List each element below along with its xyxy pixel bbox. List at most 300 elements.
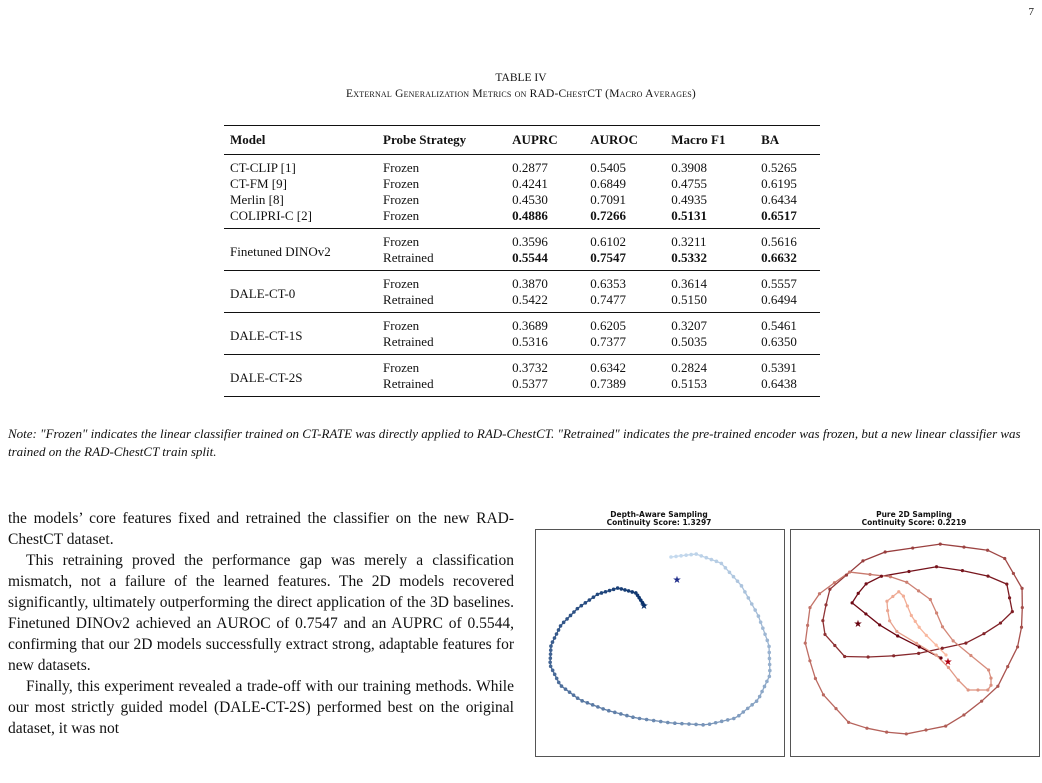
ba-cell: 0.5461 [761, 318, 797, 333]
pure-2d-trajectory-point [878, 623, 881, 626]
pure-2d-trajectory-point [888, 619, 891, 622]
depth-trajectory-point [560, 684, 564, 688]
pure-2d-trajectory-point [867, 655, 870, 658]
pure-2d-trajectory-segment [909, 567, 937, 572]
pure-2d-trajectory-point [1011, 610, 1014, 613]
depth-trajectory-point [759, 620, 763, 624]
pure-2d-trajectory-point [962, 713, 965, 716]
depth-trajectory-point [600, 591, 604, 595]
f1-cell: 0.5035 [671, 334, 707, 349]
pure-2d-trajectory-segment [919, 591, 931, 600]
depth-trajectory-point [568, 690, 572, 694]
auprc-cell: 0.3870 [512, 276, 548, 291]
panel-subtitle-text: Continuity Score: 0.2219 [861, 518, 967, 527]
pure-2d-trajectory-point [1006, 665, 1009, 668]
pure-2d-trajectory-segment [834, 572, 849, 583]
pure-2d-trajectory-point [857, 592, 860, 595]
pure-2d-trajectory-point [964, 642, 967, 645]
depth-trajectory-point [701, 723, 705, 727]
pure-2d-trajectory-segment [913, 544, 941, 548]
f1-cell: 0.5131 [671, 208, 707, 223]
panel-title-text: Depth-Aware Sampling [610, 510, 708, 519]
pure-2d-trajectory-point [918, 645, 921, 648]
depth-aware-trajectory-plot [536, 530, 784, 756]
model-cell: DALE-CT-2S [230, 370, 303, 385]
auprc-cell: 0.5422 [512, 292, 548, 307]
depth-trajectory-point [549, 644, 553, 648]
depth-trajectory-point [737, 714, 741, 718]
pure-2d-trajectory-point [941, 647, 944, 650]
pure-2d-trajectory-segment [863, 552, 885, 561]
f1-cell: 0.5150 [671, 292, 707, 307]
pure-2d-trajectory-point [941, 625, 944, 628]
pure-2d-trajectory-point [821, 619, 824, 622]
depth-trajectory-point [736, 579, 740, 583]
auroc-cell: 0.6205 [590, 318, 626, 333]
pure-2d-trajectory-segment [858, 584, 866, 593]
pure-2d-trajectory-point [896, 634, 899, 637]
paragraph: the models’ core features fixed and retrained the classifier on the new RAD-ChestCT dataset. [8, 510, 514, 548]
pure-2d-trajectory-point [935, 565, 938, 568]
depth-trajectory-point [586, 701, 590, 705]
pure-2d-trajectory-segment [823, 621, 825, 635]
pure-2d-trajectory-point [814, 677, 817, 680]
pure-2d-trajectory-segment [894, 653, 919, 655]
table-group-dale-ct-2s [224, 355, 820, 397]
auroc-cell: 0.7091 [590, 192, 626, 207]
pure-2d-trajectory-point [885, 600, 888, 603]
pure-2d-trajectory-point [886, 609, 889, 612]
ba-cell: 0.5391 [761, 360, 797, 375]
depth-trajectory-point [551, 669, 555, 673]
pure-2d-trajectory-point [952, 639, 955, 642]
pure-2d-trajectory-segment [835, 645, 845, 656]
table-row [224, 313, 820, 335]
depth-trajectory-point [569, 614, 573, 618]
depth-trajectory-point [592, 595, 596, 599]
pure-2d-trajectory-point [828, 588, 831, 591]
pure-2d-trajectory-segment [946, 715, 964, 726]
depth-trajectory-point [687, 722, 691, 726]
depth-trajectory-point [564, 687, 568, 691]
pure-2d-trajectory-segment [1013, 573, 1022, 588]
depth-trajectory-point [684, 553, 688, 557]
depth-trajectory-point [562, 621, 566, 625]
pure-2d-trajectory-point [892, 654, 895, 657]
depth-trajectory-point [607, 709, 611, 713]
depth-trajectory-point [601, 707, 605, 711]
depth-trajectory-point [549, 656, 553, 660]
auroc-cell: 0.6353 [590, 276, 626, 291]
pure-2d-trajectory-segment [867, 728, 887, 732]
strategy-cell: Retrained [383, 292, 434, 307]
header-cell: BA [755, 126, 820, 155]
pure-2d-trajectory-point [1020, 626, 1023, 629]
pure-2d-trajectory-segment [808, 608, 810, 626]
pure-2d-trajectory-point [939, 543, 942, 546]
pure-2d-trajectory-point [861, 559, 864, 562]
pure-2d-trajectory-point [891, 595, 894, 598]
pure-2d-trajectory-point [924, 728, 927, 731]
strategy-cell: Frozen [383, 208, 420, 223]
depth-trajectory-point [740, 584, 744, 588]
pure-2d-trajectory-segment [940, 544, 964, 547]
pure-2d-trajectory-point [976, 688, 979, 691]
pure-2d-trajectory-point [1008, 596, 1011, 599]
panel-title-depth-aware [535, 511, 783, 527]
ba-cell: 0.6350 [761, 334, 797, 349]
pure-2d-trajectory-point [865, 582, 868, 585]
pure-2d-trajectory-point [1003, 557, 1006, 560]
auroc-cell: 0.7266 [590, 208, 626, 223]
depth-trajectory-point [708, 722, 712, 726]
pure-2d-trajectory-point [884, 550, 887, 553]
table-group-dale-ct-0 [224, 271, 820, 313]
pure-2d-trajectory-point [834, 707, 837, 710]
pure-2d-trajectory-segment [826, 589, 830, 605]
depth-trajectory-point [732, 575, 736, 579]
pure-2d-trajectory-segment [890, 577, 906, 582]
pure-2d-trajectory-segment [815, 679, 823, 695]
pure-2d-trajectory-segment [984, 623, 1001, 634]
table-row [224, 208, 820, 229]
end-star-icon: ★ [639, 601, 649, 612]
depth-trajectory-point [757, 614, 761, 618]
pure-2d-trajectory-segment [988, 550, 1005, 558]
pure-2d-trajectory-segment [825, 634, 835, 645]
table-group-dinov2 [224, 229, 820, 271]
depth-trajectory-point [768, 657, 772, 661]
auroc-cell: 0.7547 [590, 250, 626, 265]
depth-trajectory-point [553, 673, 557, 677]
pure-2d-trajectory-point [915, 642, 918, 645]
body-text [8, 508, 514, 783]
panel-depth-aware [535, 529, 785, 757]
f1-cell: 0.3211 [671, 234, 707, 249]
pure-2d-trajectory-point [1021, 606, 1024, 609]
depth-trajectory-point [765, 680, 769, 684]
pure-2d-trajectory-point [911, 546, 914, 549]
auroc-cell: 0.7477 [590, 292, 626, 307]
pure-2d-trajectory-segment [881, 571, 909, 576]
depth-trajectory-point [755, 699, 759, 703]
depth-trajectory-point [699, 554, 703, 558]
depth-trajectory-point [680, 722, 684, 726]
strategy-cell: Frozen [383, 160, 420, 175]
depth-trajectory-point [619, 712, 623, 716]
pure-2d-trajectory-point [986, 549, 989, 552]
ba-cell: 0.5616 [761, 234, 797, 249]
depth-trajectory-point [584, 601, 588, 605]
depth-trajectory-point [758, 695, 762, 699]
pure-2d-trajectory-point [989, 677, 992, 680]
ba-cell: 0.6434 [761, 192, 797, 207]
depth-trajectory-point [548, 660, 552, 664]
depth-trajectory-point [753, 608, 757, 612]
pure-2d-trajectory-point [822, 693, 825, 696]
strategy-cell: Frozen [383, 192, 420, 207]
depth-trajectory-point [732, 717, 736, 721]
pure-2d-trajectory-point [833, 644, 836, 647]
pure-2d-trajectory-segment [823, 695, 836, 709]
pure-2d-trajectory-point [847, 721, 850, 724]
pure-2d-trajectory-point [897, 590, 900, 593]
depth-trajectory-point [659, 720, 663, 724]
ba-cell: 0.5557 [761, 276, 797, 291]
pure-2d-trajectory-segment [810, 661, 816, 679]
depth-trajectory-point [580, 604, 584, 608]
pure-2d-trajectory-point [907, 570, 910, 573]
pure-2d-trajectory-segment [998, 667, 1008, 687]
pure-2d-trajectory-segment [926, 635, 936, 645]
depth-trajectory-point [604, 590, 608, 594]
auprc-cell: 0.4241 [512, 176, 548, 191]
auprc-cell: 0.5544 [512, 250, 548, 265]
auprc-cell: 0.3732 [512, 360, 548, 375]
pure-2d-trajectory-segment [919, 627, 926, 635]
strategy-cell: Frozen [383, 318, 420, 333]
model-cell: CT-FM [9] [230, 176, 287, 191]
start-star-icon: ★ [853, 619, 863, 630]
pure-2d-trajectory-segment [898, 636, 920, 647]
panel-subtitle-text: Continuity Score: 1.3297 [606, 518, 712, 527]
pure-2d-trajectory-segment [1018, 627, 1022, 647]
ba-cell: 0.6517 [761, 208, 797, 223]
panel-pure-2d [790, 529, 1040, 757]
depth-trajectory-point [715, 560, 719, 564]
pure-2d-trajectory-segment [866, 614, 880, 625]
pure-2d-trajectory-segment [830, 575, 847, 589]
depth-trajectory-point [549, 664, 553, 668]
auprc-cell: 0.2877 [512, 160, 548, 175]
table-note: Note: "Frozen" indicates the linear classifier trained on CT-RATE was directly applied to RAD-ChestCT. "Retrained" indicates the pre-trained encoder was frozen, but a new linear classifier was trained on the RAD-ChestCT train split. [8, 426, 1021, 459]
pure-2d-trajectory-point [808, 659, 811, 662]
ba-cell: 0.6632 [761, 250, 797, 265]
depth-trajectory-point [714, 721, 718, 725]
depth-trajectory-point [674, 555, 678, 559]
f1-cell: 0.3207 [671, 318, 707, 333]
table-row [224, 355, 820, 377]
pure-2d-trajectory-segment [1010, 598, 1013, 612]
pure-2d-trajectory-segment [849, 722, 867, 728]
pure-2d-trajectory-point [895, 630, 898, 633]
pure-2d-trajectory-point [925, 634, 928, 637]
pure-2d-trajectory-segment [885, 548, 913, 552]
pure-2d-trajectory-segment [907, 582, 919, 591]
strategy-cell: Frozen [383, 360, 420, 375]
depth-trajectory-point [620, 587, 624, 591]
f1-cell: 0.5153 [671, 376, 707, 391]
pure-2d-trajectory-point [818, 592, 821, 595]
table-header-row [224, 126, 820, 155]
pure-2d-trajectory-segment [868, 656, 894, 657]
header-cell: Model [224, 126, 377, 155]
pure-2d-trajectory-segment [988, 576, 1007, 584]
pure-2d-trajectory-point [1016, 645, 1019, 648]
header-cell: AUROC [584, 126, 665, 155]
pure-2d-trajectory-point [1020, 587, 1023, 590]
pure-2d-trajectory-segment [1022, 608, 1023, 628]
pure-2d-trajectory-point [969, 654, 972, 657]
depth-trajectory-point [553, 636, 557, 640]
auroc-cell: 0.7377 [590, 334, 626, 349]
pure-2d-trajectory-segment [906, 730, 926, 734]
auroc-cell: 0.5405 [590, 160, 626, 175]
end-star-icon: ★ [943, 657, 953, 668]
pure-2d-trajectory-point [996, 685, 999, 688]
depth-trajectory-point [591, 703, 595, 707]
pure-2d-trajectory-segment [937, 567, 963, 571]
pure-2d-trajectory-point [880, 575, 883, 578]
depth-trajectory-point [596, 705, 600, 709]
depth-trajectory-point [625, 714, 629, 718]
pure-2d-trajectory-segment [866, 576, 881, 584]
depth-trajectory-point [565, 617, 569, 621]
pure-2d-trajectory-point [935, 654, 938, 657]
depth-trajectory-point [588, 598, 592, 602]
pure-2d-trajectory-point [917, 589, 920, 592]
pure-2d-trajectory-point [910, 614, 913, 617]
depth-trajectory-point [580, 699, 584, 703]
pure-2d-trajectory-point [804, 641, 807, 644]
table-label: TABLE IV [495, 72, 547, 84]
model-cell: DALE-CT-0 [230, 286, 296, 301]
f1-cell: 0.5332 [671, 250, 707, 265]
f1-cell: 0.4755 [671, 176, 707, 191]
depth-trajectory-point [720, 562, 724, 566]
depth-trajectory-point [596, 593, 600, 597]
depth-trajectory-point [613, 711, 617, 715]
pure-2d-trajectory-segment [805, 625, 807, 643]
pure-2d-trajectory-point [851, 601, 854, 604]
strategy-cell: Frozen [383, 176, 420, 191]
depth-trajectory-point [750, 703, 754, 707]
auroc-cell: 0.6849 [590, 176, 626, 191]
depth-trajectory-point [750, 602, 754, 606]
depth-trajectory-point [549, 648, 553, 652]
ba-cell: 0.6438 [761, 376, 797, 391]
table-title: External Generalization Metrics on RAD-ChestCT (Macro Averages) [346, 88, 696, 100]
depth-trajectory-point [627, 589, 631, 593]
panel-title-text: Pure 2D Sampling [876, 510, 952, 519]
auroc-cell: 0.6342 [590, 360, 626, 375]
pure-2d-trajectory-plot [791, 530, 1039, 756]
depth-trajectory-point [763, 632, 767, 636]
depth-trajectory-point [576, 696, 580, 700]
start-star-icon: ★ [672, 575, 682, 586]
depth-trajectory-point [559, 624, 563, 628]
pure-2d-trajectory-point [806, 624, 809, 627]
table-row [224, 192, 820, 208]
pure-2d-trajectory-segment [1000, 612, 1012, 623]
depth-trajectory-point [689, 553, 693, 557]
pure-2d-trajectory-segment [836, 709, 849, 723]
strategy-cell: Frozen [383, 234, 420, 249]
pure-2d-trajectory-segment [926, 726, 946, 730]
depth-trajectory-point [743, 590, 747, 594]
strategy-cell: Retrained [383, 334, 434, 349]
depth-trajectory-point [555, 632, 559, 636]
pure-2d-trajectory-point [980, 700, 983, 703]
depth-trajectory-point [612, 588, 616, 592]
table-row [224, 155, 820, 177]
depth-trajectory-point [768, 663, 772, 667]
table-row [224, 271, 820, 293]
auroc-cell: 0.6102 [590, 234, 626, 249]
model-cell: DALE-CT-1S [230, 328, 303, 343]
pure-2d-trajectory-segment [1008, 647, 1018, 667]
depth-trajectory-point [768, 675, 772, 679]
pure-2d-trajectory-point [987, 668, 990, 671]
auprc-cell: 0.4530 [512, 192, 548, 207]
ba-cell: 0.6494 [761, 292, 797, 307]
pure-2d-trajectory-point [986, 688, 989, 691]
table-row [224, 229, 820, 251]
paragraph: This retraining proved the performance gap was merely a classification mismatch, not a failure of the learned features. The 2D models recovered significantly, ultimately outperforming the direct application of the 3D baselines. Finetuned DINOv2 achieved an AUROC of 0.7547 and an AUPRC of 0.5544, confirming that our 2D models successfully extract strong, adaptable features for new datasets. [8, 552, 514, 674]
auprc-cell: 0.4886 [512, 208, 548, 223]
pure-2d-trajectory-segment [930, 600, 936, 614]
strategy-cell: Retrained [383, 376, 434, 391]
depth-trajectory-point [557, 628, 561, 632]
pure-2d-trajectory-point [868, 573, 871, 576]
table-row [224, 176, 820, 192]
auprc-cell: 0.3596 [512, 234, 548, 249]
strategy-cell: Frozen [383, 276, 420, 291]
table-group-dale-ct-1s [224, 313, 820, 355]
pure-2d-trajectory-point [906, 604, 909, 607]
depth-trajectory-point [669, 555, 673, 559]
pure-2d-trajectory-segment [1007, 584, 1010, 598]
pure-2d-trajectory-segment [964, 547, 988, 550]
pure-2d-trajectory-point [914, 620, 917, 623]
depth-trajectory-point [760, 690, 764, 694]
depth-trajectory-point [555, 677, 559, 681]
depth-trajectory-point [549, 652, 553, 656]
pure-2d-trajectory-segment [852, 593, 858, 603]
auroc-cell: 0.7389 [590, 376, 626, 391]
pure-2d-trajectory-point [865, 727, 868, 730]
depth-trajectory-point [652, 719, 656, 723]
depth-trajectory-point [747, 596, 751, 600]
depth-trajectory-point [645, 718, 649, 722]
pure-2d-trajectory-point [1005, 582, 1008, 585]
model-cell: Finetuned DINOv2 [230, 244, 331, 259]
page-number: 7 [1028, 6, 1034, 18]
depth-trajectory-point [768, 669, 772, 673]
pure-2d-trajectory-point [967, 688, 970, 691]
pure-2d-trajectory-point [917, 652, 920, 655]
pure-2d-trajectory-segment [966, 634, 984, 643]
pure-2d-trajectory-point [935, 644, 938, 647]
table-caption [0, 70, 1042, 102]
pure-2d-trajectory-point [999, 621, 1002, 624]
header-cell: AUPRC [506, 126, 584, 155]
pure-2d-trajectory-segment [887, 732, 907, 734]
auprc-cell: 0.5377 [512, 376, 548, 391]
model-cell: COLIPRI-C [2] [230, 208, 312, 223]
pure-2d-trajectory-point [824, 603, 827, 606]
depth-trajectory-point [720, 720, 724, 724]
depth-trajectory-point [741, 710, 745, 714]
pure-2d-trajectory-segment [1005, 558, 1014, 573]
depth-trajectory-point [557, 681, 561, 685]
depth-trajectory-point [608, 589, 612, 593]
pure-2d-trajectory-segment [823, 605, 826, 621]
pure-2d-trajectory-point [989, 684, 992, 687]
depth-trajectory-point [631, 715, 635, 719]
pure-2d-trajectory-segment [880, 625, 898, 636]
pure-2d-trajectory-point [962, 545, 965, 548]
